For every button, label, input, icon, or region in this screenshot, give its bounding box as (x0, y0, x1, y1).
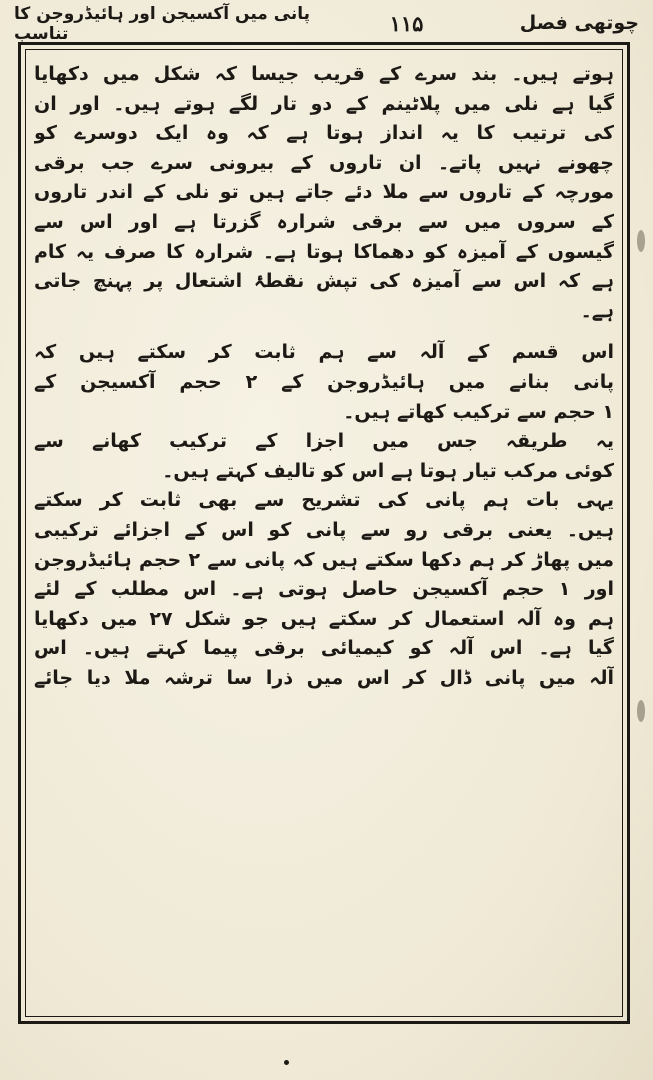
binding-hole-mark (637, 700, 645, 722)
text-line: میں پھاڑ کر ہم دکھا سکتے ہیں کہ پانی سے ۲ حجم ہائیڈروجن (34, 548, 614, 571)
text-line: کوئی مرکب تیار ہوتا ہے اس کو تالیف کہتے ہیں۔ (162, 459, 614, 482)
text-line: یہی بات ہم پانی کی تشریح سے بھی ثابت کر سکتے (34, 489, 614, 512)
section-topic: پانی میں آکسیجن اور ہائیڈروجن کا تناسب (14, 3, 311, 44)
text-line: اس قسم کے آلہ سے ہم ثابت کر سکتے ہیں کہ (34, 341, 614, 364)
text-line: ہے۔ (580, 299, 614, 322)
page-number: ۱۱۵ (389, 10, 424, 36)
text-line: یہ طریقہ جس میں اجزا کے ترکیب کھانے سے (34, 430, 614, 453)
text-line: گیسوں کے آمیزہ کو دھماکا ہوتا ہے۔ شرارہ کا صرف یہ کام (34, 240, 614, 263)
text-line: کے سروں میں سے برقی شرارہ گزرتا ہے اور اس سے (34, 210, 614, 233)
body-text (34, 60, 614, 1010)
text-line: ہوتے ہیں۔ بند سرے کے قریب جیسا کہ شکل میں دکھایا (34, 63, 614, 85)
text-line: ۱ حجم سے ترکیب کھاتے ہیں۔ (343, 400, 614, 423)
text-line: کی ترتیب کا یہ انداز ہوتا ہے کہ وہ ایک دوسرے کو (34, 122, 614, 145)
text-line: گیا ہے نلی میں پلاٹینم کے دو تار لگے ہوتے ہیں۔ اور ان (34, 92, 614, 115)
text-line: مورچہ کے تاروں سے ملا دئے جاتے ہیں تو نلی کے اندر تاروں (34, 181, 614, 204)
text-line: گیا ہے۔ اس آلہ کو کیمیائی برقی پیما کہتے ہیں۔ اس (34, 637, 614, 660)
chapter-title: چوتھی فصل (519, 12, 639, 34)
text-line: آلہ میں پانی ڈال کر اس میں ذرا سا ترشہ ملا دیا جائے (34, 666, 614, 689)
text-line: پانی بنانے میں ہائیڈروجن کے ۲ حجم آکسیجن کے (34, 370, 614, 393)
text-line: چھونے نہیں پاتے۔ ان تاروں کے بیرونی سرے جب برقی (34, 151, 614, 174)
text-line: ہیں۔ یعنی برقی رو سے پانی کو اس کے اجزائے ترکیبی (34, 518, 614, 541)
text-line: ہے کہ اس سے آمیزہ کی تپش نقطۂ اشتعال پر پہنچ جاتی (34, 270, 614, 293)
text-line: اور ۱ حجم آکسیجن حاصل ہوتی ہے۔ اس مطلب کے لئے (34, 578, 614, 601)
running-header (14, 3, 639, 44)
text-line: ہم وہ آلہ استعمال کر سکتے ہیں جو شکل ۲۷ میں دکھایا (34, 607, 614, 630)
print-dot (284, 1060, 289, 1065)
binding-hole-mark (637, 230, 645, 252)
